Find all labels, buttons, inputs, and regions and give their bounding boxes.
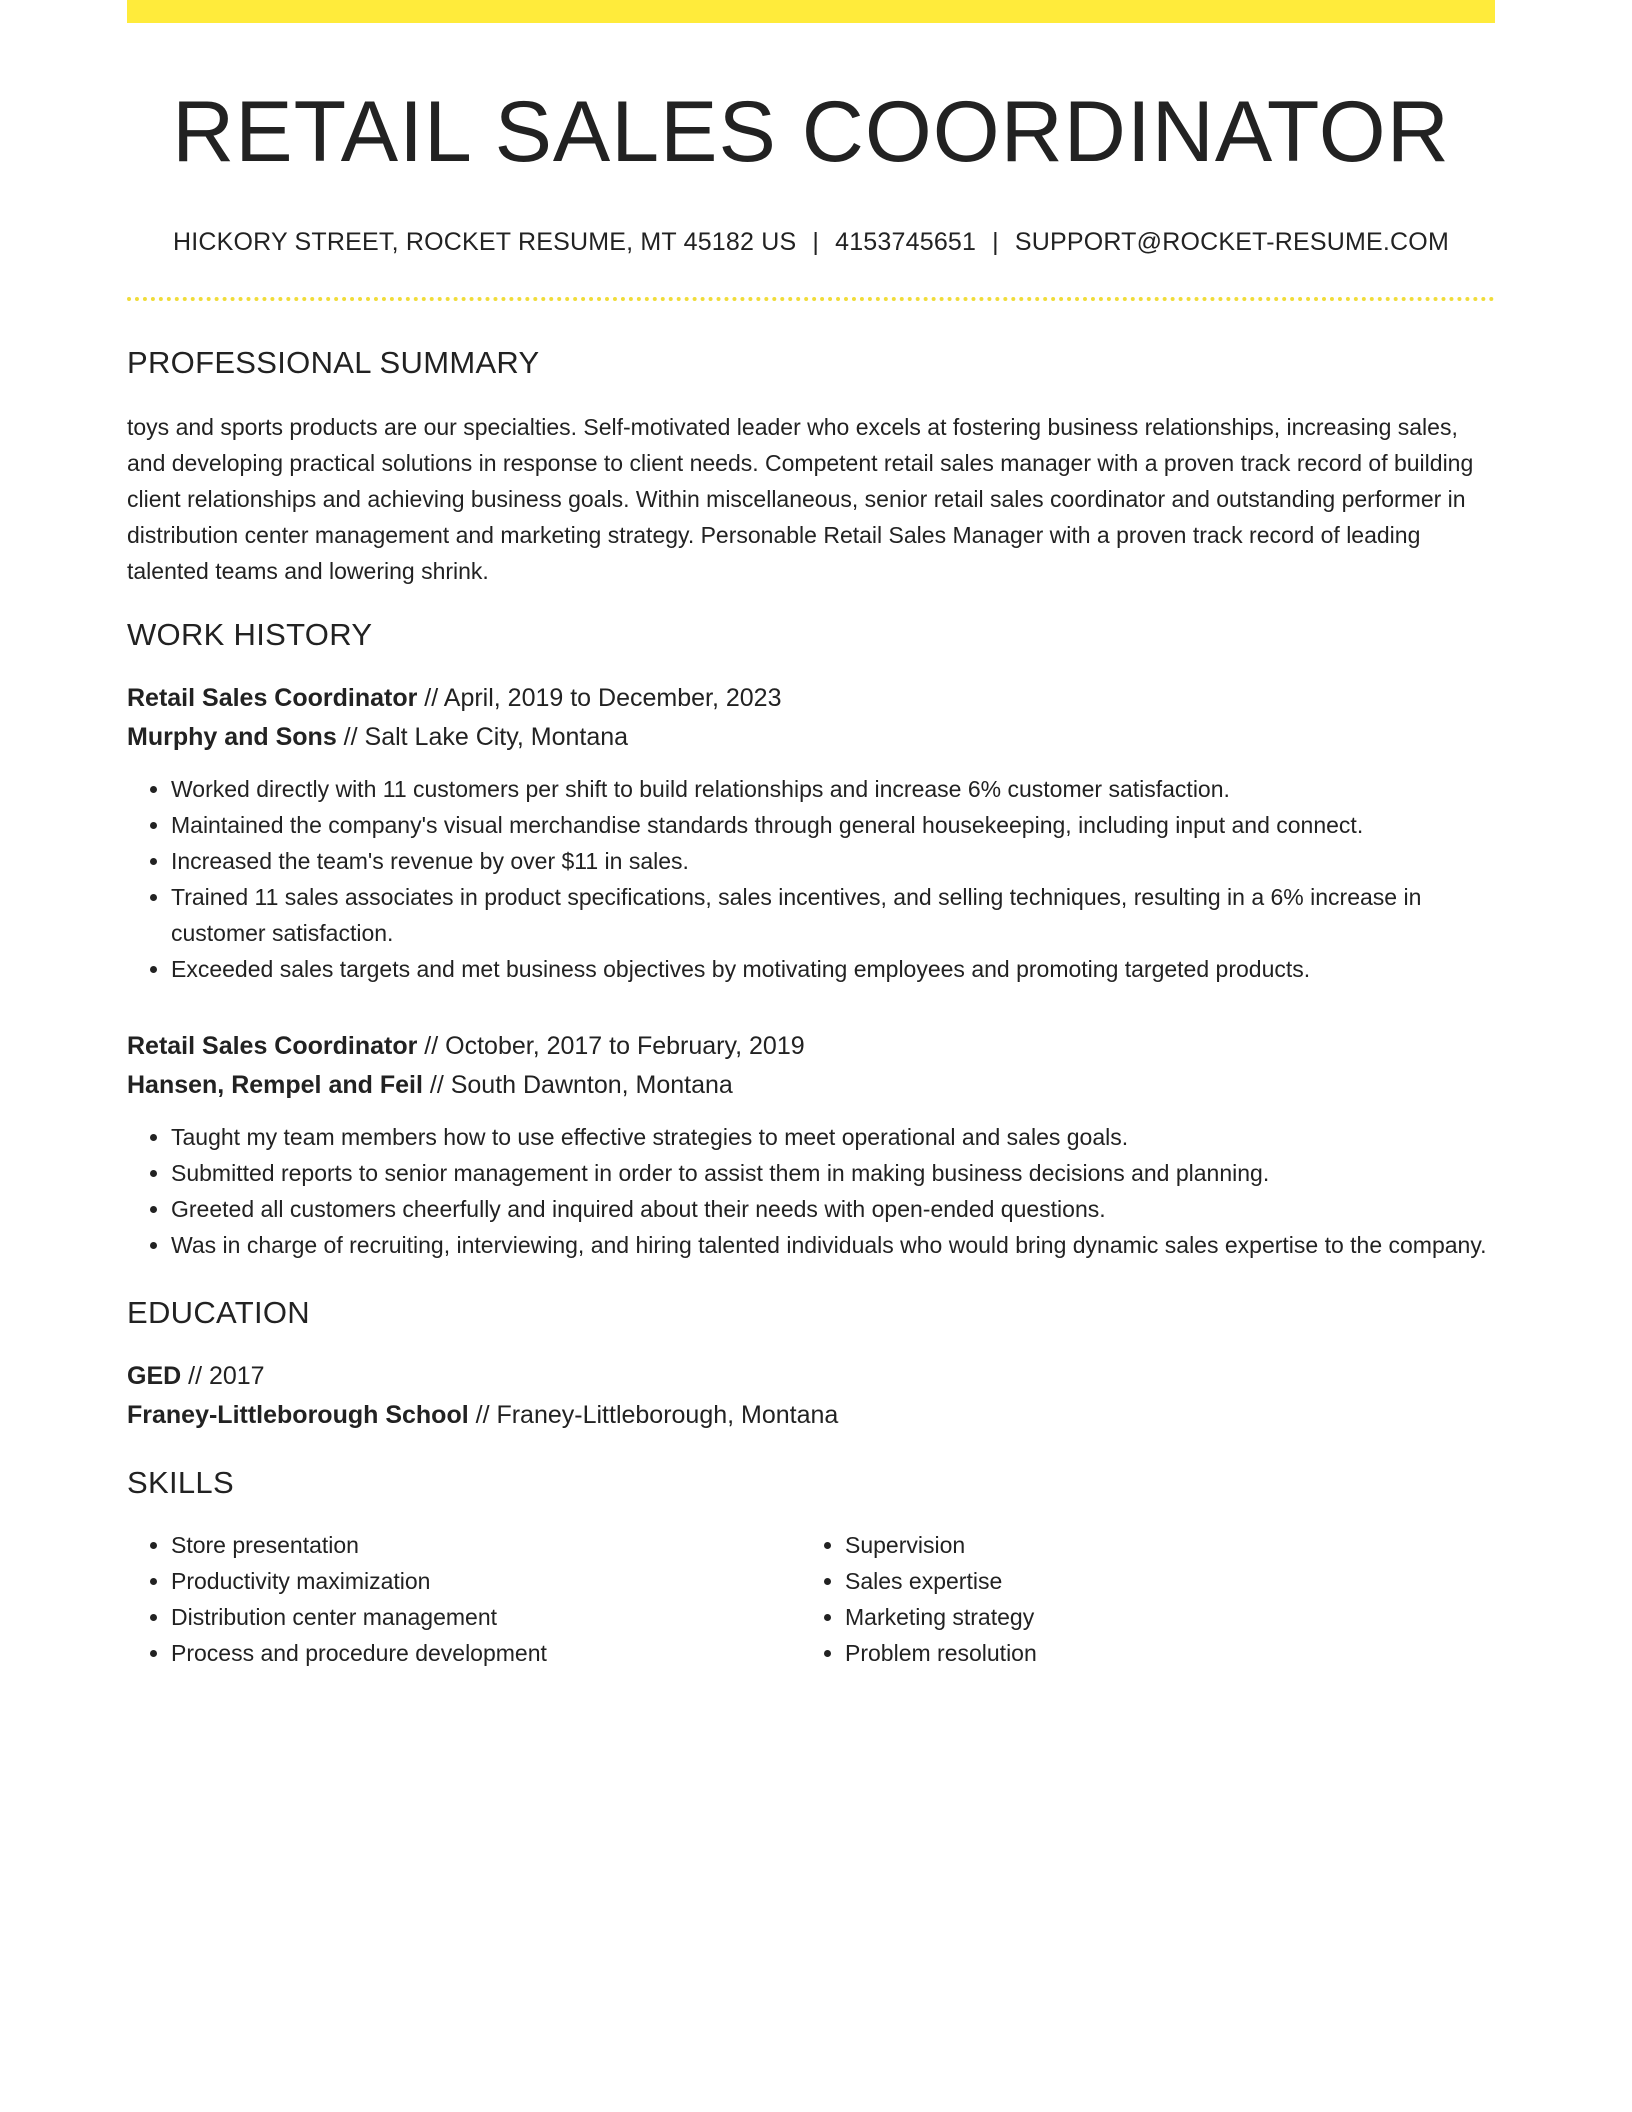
contact-line — [127, 228, 1495, 257]
skill-item: • Store presentation — [171, 1527, 801, 1563]
header-divider — [127, 297, 1495, 301]
job-location: // Salt Lake City, Montana — [336, 722, 629, 751]
job-role: Retail Sales Coordinator — [127, 683, 418, 712]
work-history-heading: WORK HISTORY — [127, 616, 373, 652]
education-heading: EDUCATION — [127, 1294, 310, 1330]
skills-heading: SKILLS — [127, 1464, 234, 1500]
job-bullets — [127, 771, 1495, 987]
skills-column-left — [127, 1527, 801, 1671]
list-item: • Was in charge of recruiting, interviewing, and hiring talented individuals who would bring dynamic sales expertise to the company. — [171, 1227, 1495, 1263]
job-location: // South Dawnton, Montana — [422, 1070, 733, 1099]
job-dates: // October, 2017 to February, 2019 — [417, 1031, 805, 1060]
education-location: // Franey-Littleborough, Montana — [468, 1400, 839, 1429]
contact-email: SUPPORT@ROCKET-RESUME.COM — [1014, 227, 1449, 256]
job-role-line — [127, 679, 1495, 718]
job-dates: // April, 2019 to December, 2023 — [417, 683, 782, 712]
skills-column-right — [801, 1527, 1475, 1671]
resume-page — [127, 0, 1495, 1671]
list-item: • Maintained the company's visual merchandise standards through general housekeeping, including input and connect. — [171, 807, 1495, 843]
contact-separator: | — [812, 227, 820, 256]
skill-item: • Sales expertise — [845, 1563, 1475, 1599]
contact-separator: | — [992, 227, 999, 256]
job-company-line — [127, 1066, 1495, 1105]
skill-item: • Productivity maximization — [171, 1563, 801, 1599]
skill-item: • Problem resolution — [845, 1635, 1475, 1671]
resume-title: RETAIL SALES COORDINATOR — [172, 84, 1450, 180]
skill-item: • Process and procedure development — [171, 1635, 801, 1671]
skill-item: • Marketing strategy — [845, 1599, 1475, 1635]
contact-address: HICKORY STREET, ROCKET RESUME, MT 45182 US — [173, 227, 797, 256]
job-company-line — [127, 718, 1495, 757]
job-company: Hansen, Rempel and Feil — [127, 1070, 423, 1099]
education-degree: GED — [127, 1361, 182, 1390]
contact-phone: 4153745651 — [835, 227, 977, 256]
list-item: • Taught my team members how to use effective strategies to meet operational and sales goals. — [171, 1119, 1495, 1155]
skill-item: • Supervision — [845, 1527, 1475, 1563]
list-item: • Greeted all customers cheerfully and inquired about their needs with open-ended questions. — [171, 1191, 1495, 1227]
list-item: • Submitted reports to senior management in order to assist them in making business decisions and planning. — [171, 1155, 1495, 1191]
job-entry — [127, 679, 1495, 987]
education-degree-line — [127, 1357, 1495, 1396]
list-item: • Exceeded sales targets and met business objectives by motivating employees and promoting targeted products. — [171, 951, 1495, 987]
list-item: • Trained 11 sales associates in product specifications, sales incentives, and selling techniques, resulting in a 6% increase in customer satisfaction. — [171, 879, 1495, 951]
list-item: • Increased the team's revenue by over $11 in sales. — [171, 843, 1495, 879]
summary-text: toys and sports products are our specialties. Self-motivated leader who excels at fostering business relationships, increasing sales, and developing practical solutions in response to client needs. Competent retail sales manager with a proven track record of building client relationships and achieving business goals. Within miscellaneous, senior retail sales coordinator and outstanding performer in distribution center management and marketing strategy. Personable Retail Sales Manager with a proven track record of leading talented teams and lowering shrink. — [127, 413, 1474, 584]
education-year: // 2017 — [181, 1361, 265, 1390]
job-role: Retail Sales Coordinator — [127, 1031, 418, 1060]
skill-item: • Distribution center management — [171, 1599, 801, 1635]
education-school-line — [127, 1396, 1495, 1435]
summary-heading: PROFESSIONAL SUMMARY — [127, 344, 540, 380]
job-bullets — [127, 1119, 1495, 1263]
education-entry — [127, 1357, 1495, 1435]
skills-grid — [127, 1527, 1495, 1671]
list-item: • Worked directly with 11 customers per shift to build relationships and increase 6% customer satisfaction. — [171, 771, 1495, 807]
education-school: Franey-Littleborough School — [127, 1400, 469, 1429]
accent-top-bar — [127, 0, 1495, 23]
job-company: Murphy and Sons — [127, 722, 337, 751]
job-role-line — [127, 1027, 1495, 1066]
job-entry — [127, 1027, 1495, 1263]
